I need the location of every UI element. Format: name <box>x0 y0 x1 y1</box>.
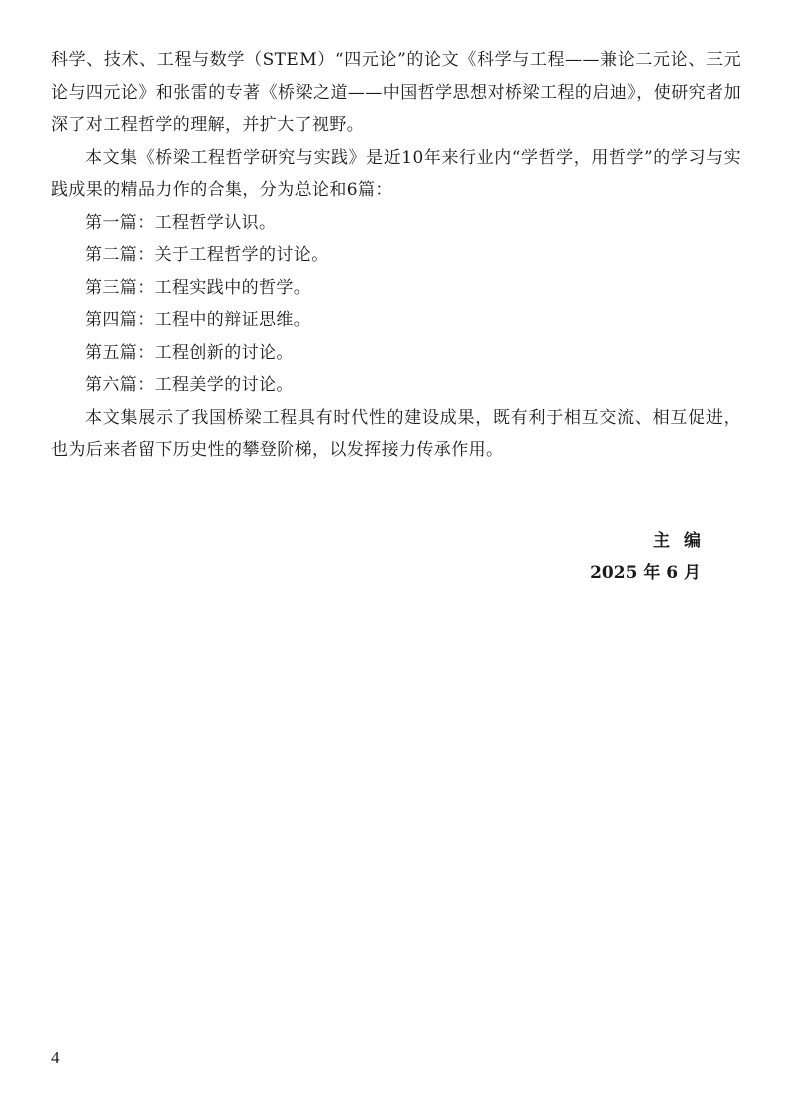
signature-date: 2025 年 6 月 <box>590 563 701 583</box>
section-list <box>51 207 741 402</box>
section-item-4: 第四篇：工程中的辩证思维。 <box>85 310 312 330</box>
signature-role: 主编 <box>653 531 715 551</box>
section-item-1: 第一篇：工程哲学认识。 <box>85 212 277 233</box>
section-item-6: 第六篇：工程美学的讨论。 <box>85 375 294 395</box>
section-item-3: 第三篇：工程实践中的哲学。 <box>85 277 312 298</box>
paragraph-collection-intro: 本文集《桥梁工程哲学研究与实践》是近10年来行业内“学哲学，用哲学”的学习与实践成果的精品力作的合集，分为总论和6篇： <box>51 147 741 200</box>
paragraph-closing: 本文集展示了我国桥梁工程具有时代性的建设成果，既有利于相互交流、相互促进，也为后来者留下历史性的攀登阶梯，以发挥接力传承作用。 <box>51 407 741 460</box>
section-item-2: 第二篇：关于工程哲学的讨论。 <box>85 245 329 265</box>
preface-body <box>51 44 741 467</box>
section-item-5: 第五篇：工程创新的讨论。 <box>85 342 294 363</box>
signature-block <box>590 525 715 589</box>
page-number: 4 <box>51 1048 60 1067</box>
paragraph-continuation: 科学、技术、工程与数学（STEM）“四元论”的论文《科学与工程——兼论二元论、三元论与四元论》和张雷的专著《桥梁之道——中国哲学思想对桥梁工程的启迪》，使研究者加深了对工程哲学的理解，并扩大了视野。 <box>51 50 741 135</box>
